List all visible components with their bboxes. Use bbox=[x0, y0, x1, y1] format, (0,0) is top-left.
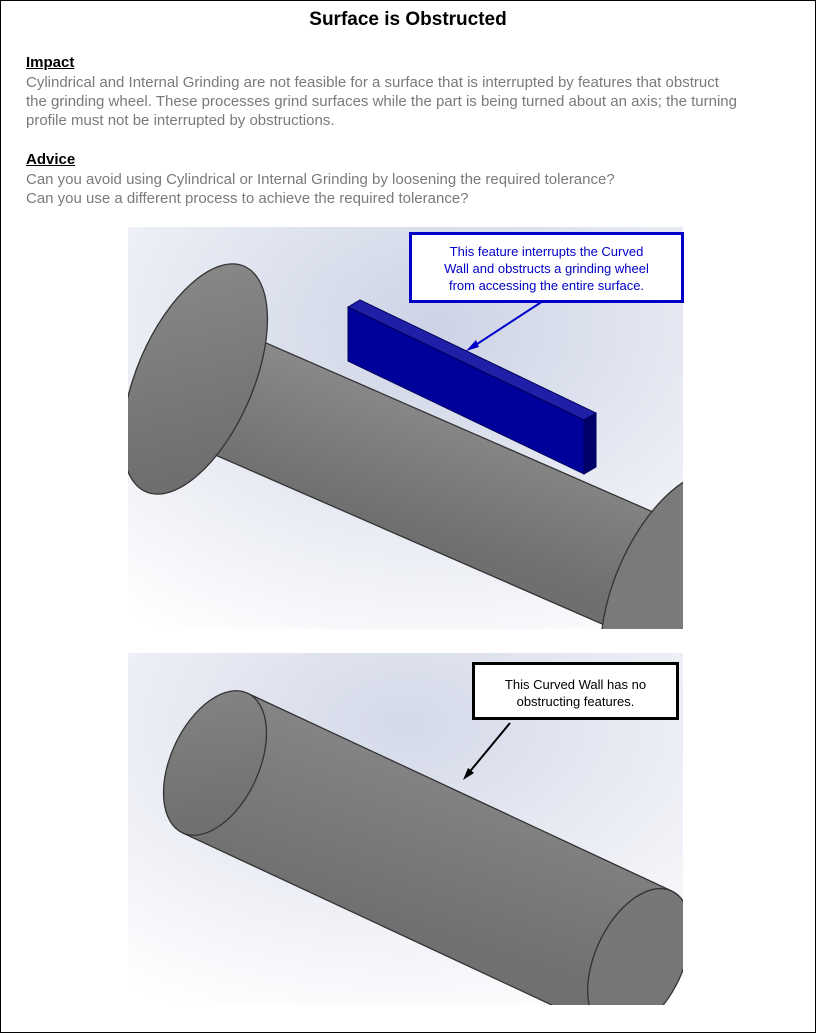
callout-line: from accessing the entire surface. bbox=[448, 278, 645, 293]
callout-line: This feature interrupts the Curved bbox=[449, 244, 644, 259]
advice-text bbox=[26, 170, 806, 208]
impact-line: profile must not be interrupted by obstructions. bbox=[26, 112, 335, 129]
obstruction-callout bbox=[409, 232, 684, 303]
advice-line: Can you avoid using Cylindrical or Internal Grinding by loosening the required tolerance? bbox=[26, 171, 615, 188]
page-title: Surface is Obstructed bbox=[309, 9, 507, 30]
impact-line: the grinding wheel. These processes grind surfaces while the part is being turned about an axis; the turning bbox=[26, 93, 737, 110]
impact-text bbox=[26, 73, 806, 130]
advice-heading: Advice bbox=[26, 151, 76, 168]
clear-surface-callout bbox=[472, 662, 679, 720]
figure-obstructed bbox=[128, 227, 683, 629]
figure-clear bbox=[128, 653, 683, 1005]
callout-line: This Curved Wall has no bbox=[504, 677, 647, 692]
callout-line: Wall and obstructs a grinding wheel bbox=[444, 261, 649, 276]
advice-line: Can you use a different process to achieve the required tolerance? bbox=[26, 190, 469, 207]
callout-line: obstructing features. bbox=[516, 694, 635, 709]
impact-heading: Impact bbox=[26, 54, 75, 71]
impact-line: Cylindrical and Internal Grinding are not feasible for a surface that is interrupted by features that obstruct bbox=[26, 74, 719, 91]
